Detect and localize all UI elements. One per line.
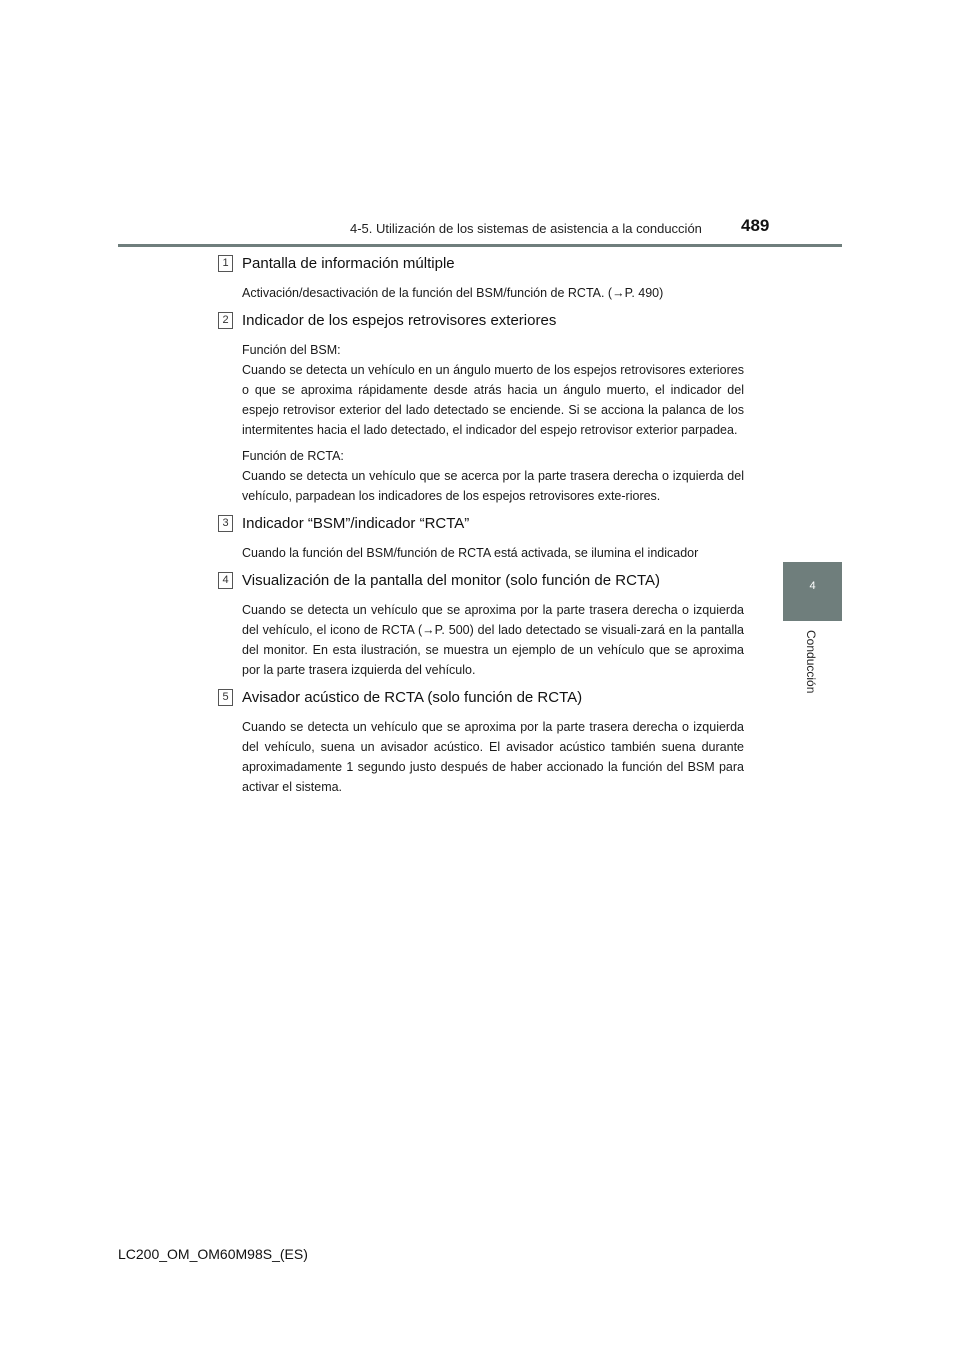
item-title: Pantalla de información múltiple [242, 255, 455, 272]
item-heading [218, 514, 744, 534]
item-title: Avisador acústico de RCTA (solo función de RCTA) [242, 689, 583, 706]
list-item [218, 514, 744, 563]
paragraph-text: Cuando se detecta un vehículo que se aproxima por la parte trasera derecha o izquierda del vehículo, suena un avisador acústico. El avisador acústico también suena durante aproximadamente 1 segundo justo después de haber accionado la función del BSM para activar el sistema. [242, 720, 744, 794]
list-item [218, 311, 744, 506]
list-item [218, 254, 744, 303]
paragraph-text: Cuando se detecta un vehículo en un ángulo muerto de los espejos retrovisores exteriores o que se aproxima rápidamente desde atrás hacia un ángulo muerto, el indicador del espejo retrovisor exterior del lado detectado se enciende. Si se acciona la palanca de los intermitentes hacia el lado detectado, el indicador del espejo retrovisor exterior parpadea. [242, 363, 744, 437]
item-title: Visualización de la pantalla del monitor (solo función de RCTA) [242, 572, 661, 589]
header-rule [118, 244, 842, 247]
callout-number-badge: 5 [218, 689, 233, 706]
item-paragraph [218, 543, 744, 563]
paragraph-title: Función del BSM: [242, 343, 341, 357]
item-title: Indicador de los espejos retrovisores exteriores [242, 312, 557, 329]
chapter-number: 4 [809, 580, 816, 592]
item-paragraph [218, 717, 744, 797]
page-number: 489 [741, 216, 770, 235]
callout-number-badge: 3 [218, 515, 233, 532]
item-title: Indicador “BSM”/indicador “RCTA” [242, 515, 470, 532]
paragraph-title: Función de RCTA: [242, 449, 344, 463]
item-heading [218, 688, 744, 708]
item-heading [218, 254, 744, 274]
item-heading [218, 571, 744, 591]
item-paragraph [218, 600, 744, 680]
paragraph-text: Cuando se detecta un vehículo que se acerca por la parte trasera derecha o izquierda del vehículo, parpadean los indicadores de los espejos retrovisores exte-riores. [242, 469, 744, 503]
callout-number-badge: 2 [218, 312, 233, 329]
paragraph-text: Cuando se detecta un vehículo que se aproxima por la parte trasera derecha o izquierda del vehículo, el icono de RCTA (→P. 500) del lado detectado se visuali-zará en la pantalla del monitor. En esta ilustración, se muestra un ejemplo de un vehículo que se aproxima por la parte trasera izquierda del vehículo. [242, 603, 744, 677]
item-paragraph [218, 446, 744, 506]
paragraph-text: Cuando la función del BSM/función de RCTA está activada, se ilumina el indicador [242, 546, 699, 560]
callout-number-badge: 4 [218, 572, 233, 589]
item-paragraph [218, 340, 744, 440]
item-paragraph [218, 283, 744, 303]
callout-number-badge: 1 [218, 255, 233, 272]
list-item [218, 571, 744, 680]
chapter-label: Conducción [804, 630, 818, 694]
list-item [218, 688, 744, 797]
content [218, 254, 744, 805]
chapter-tab [783, 562, 842, 621]
header-section-title: 4-5. Utilización de los sistemas de asistencia a la conducción [350, 221, 702, 236]
item-heading [218, 311, 744, 331]
footer-code: LC200_OM_OM60M98S_(ES) [118, 1246, 308, 1262]
paragraph-text: Activación/desactivación de la función del BSM/función de RCTA. (→P. 490) [242, 286, 664, 300]
